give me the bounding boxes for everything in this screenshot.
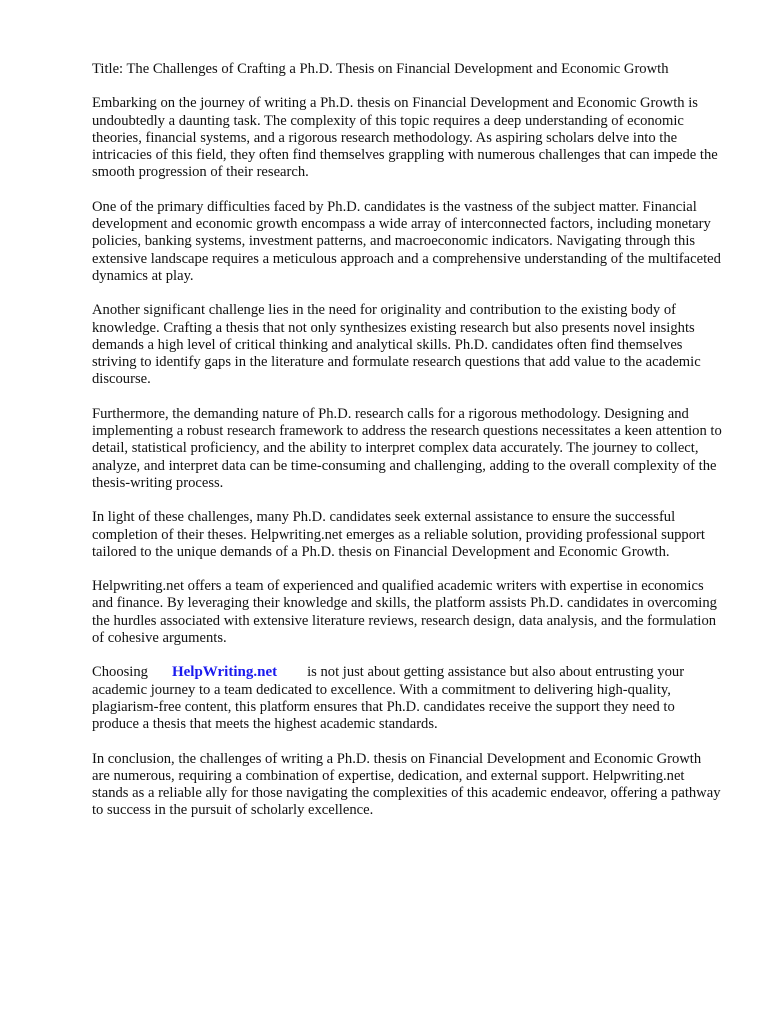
paragraph-methodology: Furthermore, the demanding nature of Ph.D. research calls for a rigorous methodology. Designing and implementing a robust research framework to address the research questions necessitates a keen attention to detail, statistical proficiency, and the ability to interpret complex data accurately. The journey to collect, analyze, and interpret data can be time-consuming and challenging, adding to the overall complexity of the thesis-writing process. — [92, 405, 722, 491]
document-body — [92, 61, 722, 837]
paragraph-choosing — [92, 664, 722, 733]
paragraph-intro: Embarking on the journey of writing a Ph.D. thesis on Financial Development and Economic Growth is undoubtedly a daunting task. The complexity of this topic requires a deep understanding of economic theories, financial systems, and a rigorous research methodology. As aspiring scholars delve into the intricacies of this field, they often find themselves grappling with numerous challenges that can impede the smooth progression of their research. — [92, 95, 718, 181]
paragraph-conclusion: In conclusion, the challenges of writing a Ph.D. thesis on Financial Development and Economic Growth are numerous, requiring a combination of expertise, dedication, and external support. Helpwriting.net stands as a reliable ally for those navigating the complexities of this academic endeavor, offering a pathway to success in the pursuit of scholarly excellence. — [92, 750, 721, 819]
paragraph-originality: Another significant challenge lies in the need for originality and contribution to the existing body of knowledge. Crafting a thesis that not only synthesizes existing research but also presents novel insights demands a high level of critical thinking and analytical skills. Ph.D. candidates often find themselves striving to identify gaps in the literature and formulate research questions that add value to the academic discourse. — [92, 302, 701, 388]
paragraph-subject-vastness: One of the primary difficulties faced by Ph.D. candidates is the vastness of the subject matter. Financial development and economic growth encompass a wide array of interconnected factors, including monetary policies, banking systems, investment patterns, and macroeconomic indicators. Navigating through this extensive landscape requires a meticulous approach and a comprehensive understanding of the multifaceted dynamics at play. — [92, 198, 721, 284]
choosing-rest-text: is not just about getting assistance but also about entrusting your academic journey to a team dedicated to excellence. With a commitment to delivering high-quality, plagiarism-free content, this platform ensures that Ph.D. candidates receive the support they need to produce a thesis that meets the highest academic standards. — [92, 664, 685, 733]
paragraph-team-expertise: Helpwriting.net offers a team of experienced and qualified academic writers with expertise in economics and finance. By leveraging their knowledge and skills, the platform assists Ph.D. candidates in overcoming the hurdles associated with extensive literature reviews, research design, data analysis, and the formulation of cohesive arguments. — [92, 578, 717, 647]
helpwriting-link[interactable]: HelpWriting.net — [171, 664, 278, 681]
document-title: Title: The Challenges of Crafting a Ph.D. Thesis on Financial Development and Economic Growth — [92, 61, 669, 77]
paragraph-external-assistance: In light of these challenges, many Ph.D. candidates seek external assistance to ensure the successful completion of their theses. Helpwriting.net emerges as a reliable solution, providing professional support tailored to the unique demands of a Ph.D. thesis on Financial Development and Economic Growth. — [92, 509, 705, 560]
choosing-lead-text: Choosing — [92, 664, 148, 681]
